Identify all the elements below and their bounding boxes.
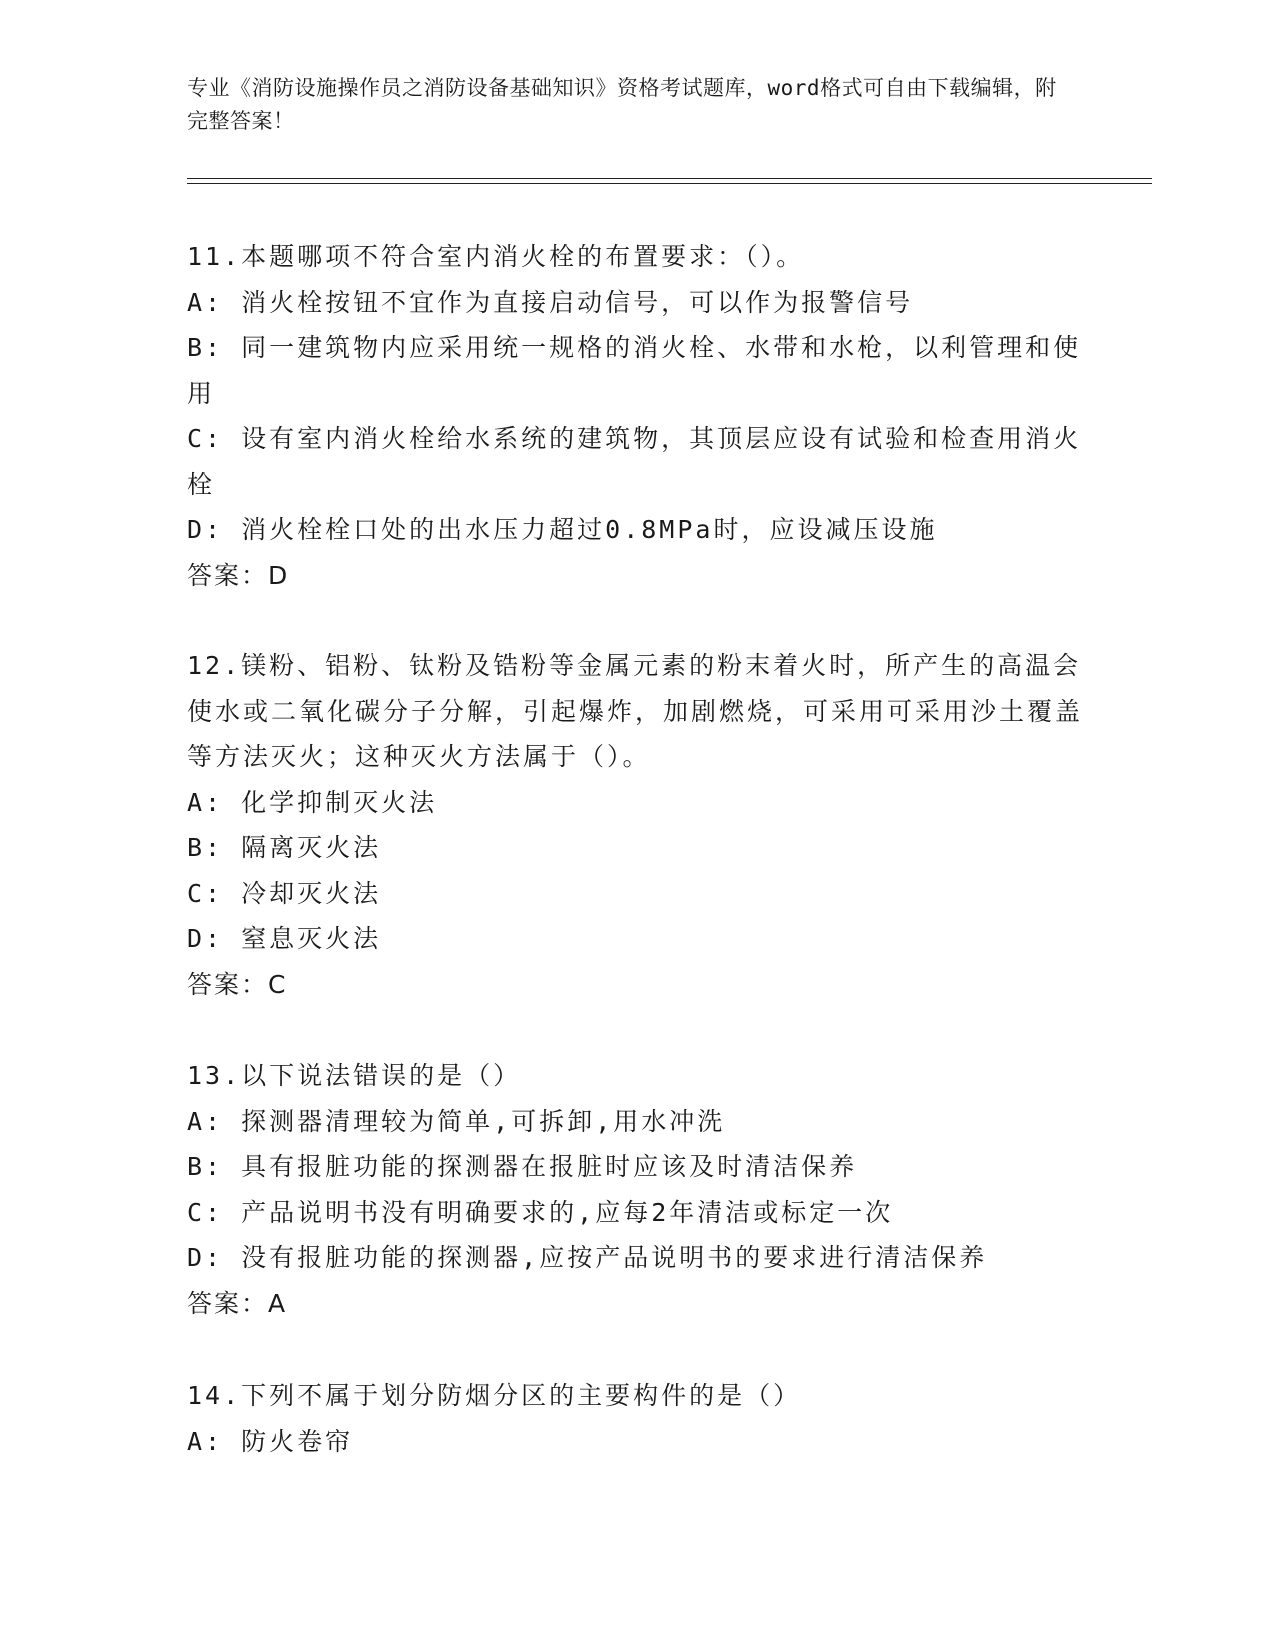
option-d: D: 窒息灭火法 [187,924,382,953]
option-d: D: 没有报脏功能的探测器,应按产品说明书的要求进行清洁保养 [187,1243,988,1272]
header-divider-bottom [187,183,1152,184]
option-d: D: 消火栓栓口处的出水压力超过0.8MPa时，应设减压设施 [187,515,938,544]
question-stem: 12.镁粉、铝粉、钛粉及锆粉等金属元素的粉末着火时，所产生的高温会使水或二氧化碳分子分解，引起爆炸，加剧燃烧，可采用可采用沙土覆盖等方法灭火；这种灭火方法属于（）。 [187,651,1084,771]
option-c: C: 设有室内消火栓给水系统的建筑物，其顶层应设有试验和检查用消火栓 [187,424,1082,499]
question-stem: 14.下列不属于划分防烟分区的主要构件的是（） [187,1381,802,1410]
option-a: A: 探测器清理较为简单,可拆卸,用水冲洗 [187,1106,726,1136]
question-stem: 13.以下说法错误的是（） [187,1061,522,1090]
option-a: A: 防火卷帘 [187,1426,354,1456]
document-header: 专业《消防设施操作员之消防设备基础知识》资格考试题库，word格式可自由下载编辑，附完整答案！ [187,76,1057,133]
question-14 [187,1373,1087,1464]
question-13 [187,1053,1087,1326]
option-b: B: 同一建筑物内应采用统一规格的消火栓、水带和水枪，以利管理和使用 [187,333,1082,408]
answer-line: 答案：A [187,1288,288,1318]
question-stem: 11.本题哪项不符合室内消火栓的布置要求：（）。 [187,242,805,271]
question-11 [187,234,1087,598]
header-divider-top [187,178,1152,179]
option-b: B: 具有报脏功能的探测器在报脏时应该及时清洁保养 [187,1152,858,1181]
option-a: A: 消火栓按钮不宜作为直接启动信号，可以作为报警信号 [187,287,914,317]
answer-line: 答案：C [187,969,288,999]
option-c: C: 产品说明书没有明确要求的,应每2年清洁或标定一次 [187,1197,894,1227]
answer-line: 答案：D [187,560,290,590]
option-b: B: 隔离灭火法 [187,833,382,862]
question-12 [187,643,1087,1007]
option-c: C: 冷却灭火法 [187,878,382,908]
option-a: A: 化学抑制灭火法 [187,787,438,817]
